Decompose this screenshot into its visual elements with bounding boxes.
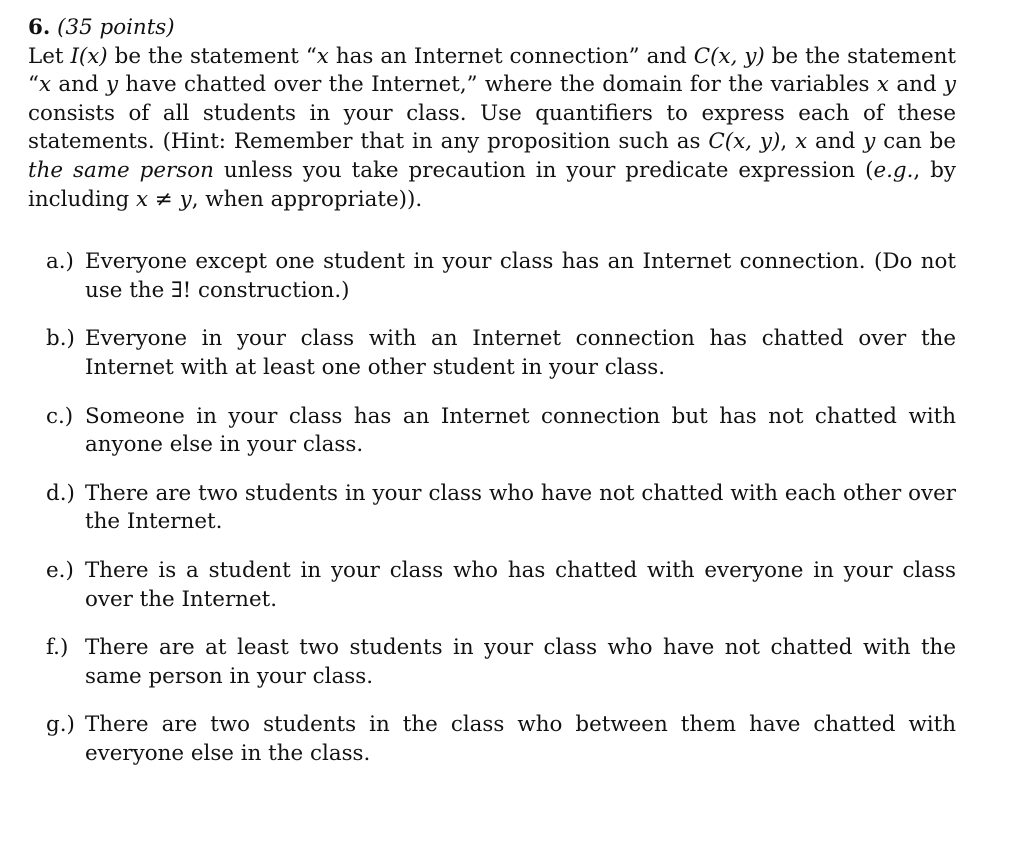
part-label: a.) xyxy=(46,249,74,275)
intro-text: unless you take precaution in your predicate expression ( xyxy=(213,157,874,183)
part-text: There are two students in the class who between them have chatted with everyone else in the class. xyxy=(85,712,956,766)
problem-heading xyxy=(28,14,956,43)
emphasis-text: the same person xyxy=(28,157,214,183)
intro-text: be the statement “ xyxy=(28,43,956,98)
math-expr: x xyxy=(876,72,889,98)
part-label: e.) xyxy=(46,557,74,583)
intro-text: , xyxy=(780,129,796,155)
intro-text: has an Internet connection” and xyxy=(328,43,694,69)
intro-text: be the statement “ xyxy=(107,43,317,69)
intro-text: consists of all students in your class. Use quantifiers to express each of these statements. (Hint: Remember that in any proposition such as xyxy=(28,100,956,155)
part-item-b xyxy=(28,325,956,382)
part-item-d xyxy=(28,480,956,537)
part-text: Someone in your class has an Internet connection but has not chatted with anyone else in your class. xyxy=(85,403,956,458)
part-label: f.) xyxy=(46,635,69,661)
part-label: g.) xyxy=(46,712,75,738)
intro-text: and xyxy=(807,129,864,155)
emphasis-text: e.g. xyxy=(873,157,914,183)
intro-text: , by including xyxy=(28,157,956,212)
math-expr: x xyxy=(316,43,329,69)
intro-text: Let xyxy=(28,43,71,69)
part-item-g xyxy=(28,711,956,768)
math-expr: x xyxy=(38,72,52,98)
problem-intro xyxy=(28,43,956,215)
intro-text: and xyxy=(888,72,944,98)
part-label: b.) xyxy=(46,326,75,352)
intro-text: have chatted over the Internet,” where the domain for the variables xyxy=(118,72,877,98)
intro-text: and xyxy=(51,72,106,98)
math-expr: I(x) xyxy=(70,43,108,69)
part-item-f xyxy=(28,634,956,691)
math-expr: x xyxy=(795,129,808,155)
problem-page xyxy=(28,14,956,788)
math-expr: y xyxy=(943,72,956,98)
part-text: There is a student in your class who has chatted with everyone in your class over the Internet. xyxy=(85,557,956,612)
part-item-c xyxy=(28,403,956,460)
part-text: There are at least two students in your class who have not chatted with the same person in your class. xyxy=(85,635,956,689)
part-label: c.) xyxy=(46,403,74,429)
part-text: Everyone in your class with an Internet connection has chatted over the Internet with at least one other student in your class. xyxy=(85,326,956,380)
part-text: There are two students in your class who have not chatted with each other over the Internet. xyxy=(85,480,956,535)
intro-text: , when appropriate)). xyxy=(191,186,423,212)
intro-text: can be xyxy=(875,129,956,155)
math-expr: y xyxy=(863,129,876,155)
problem-number: 6. xyxy=(28,15,51,40)
math-expr: x ≠ y xyxy=(136,186,192,212)
math-expr: C(x, y) xyxy=(708,129,781,155)
problem-points: (35 points) xyxy=(57,15,175,40)
part-item-a xyxy=(28,248,956,305)
part-label: d.) xyxy=(46,480,75,506)
part-text: Everyone except one student in your class has an Internet connection. (Do not use the ∃! construction.) xyxy=(85,249,956,303)
math-expr: y xyxy=(105,72,119,98)
part-item-e xyxy=(28,557,956,614)
math-expr: C(x, y) xyxy=(693,43,765,69)
parts-list xyxy=(28,248,956,768)
